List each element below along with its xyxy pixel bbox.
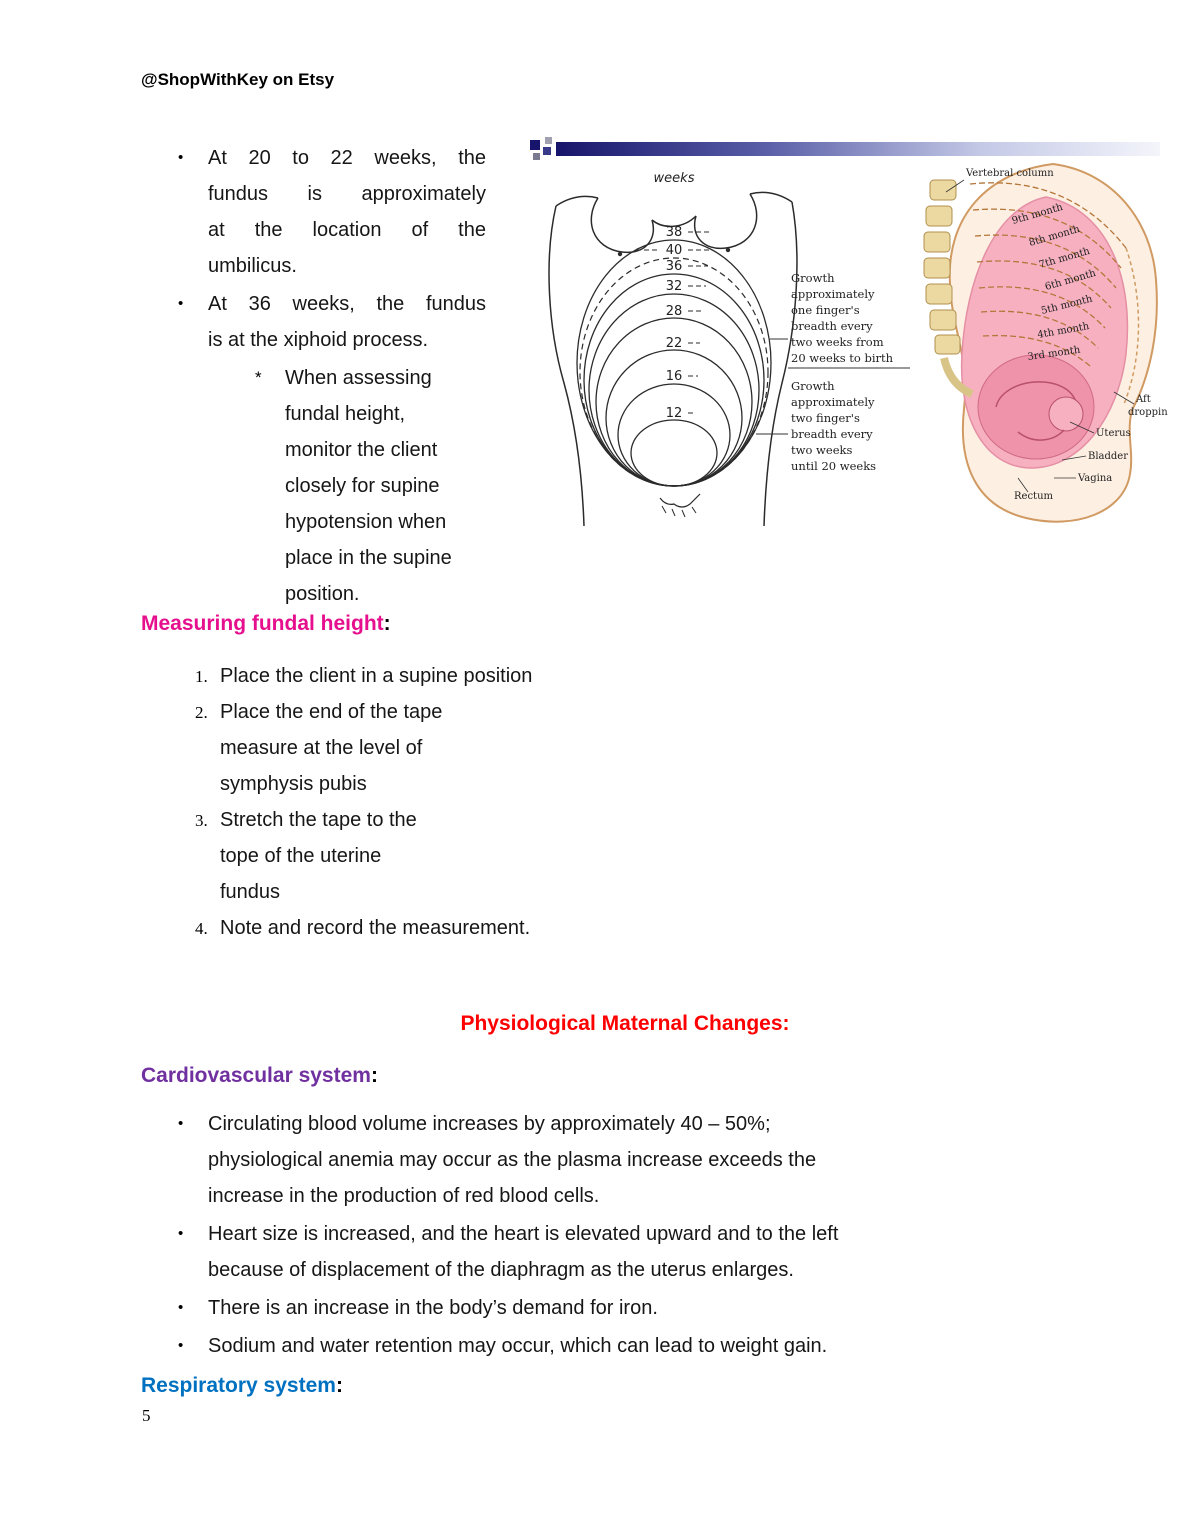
- bullet-marker: •: [178, 295, 184, 312]
- heading-colon: :: [370, 1064, 378, 1087]
- note2-line: two weeks: [791, 443, 853, 457]
- label-3rd-month: 3rd month: [1026, 344, 1082, 363]
- logo-pixels: [530, 137, 552, 160]
- note1-line: Growth: [791, 271, 835, 285]
- anatomy-diagram: [924, 164, 1168, 522]
- bullet-text-heart-size: Heart size is increased, and the heart is elevated upward and to the left because of displacement of the diaphragm as the uterus enlarges.: [208, 1223, 839, 1281]
- label-5th-month: 5th month: [1040, 293, 1094, 317]
- sub-bullet-item: [140, 360, 500, 612]
- bullet-marker: •: [178, 1115, 184, 1132]
- bullet-marker: •: [178, 1225, 184, 1242]
- label-7th-month: 7th month: [1037, 245, 1092, 271]
- fundal-bullets: [140, 134, 500, 614]
- sub-bullet-text: When assessing fundal height, monitor the client closely for supine hypotension when place in the supine position.: [285, 367, 452, 605]
- heading-colon: :: [335, 1374, 343, 1397]
- heading-text: Measuring fundal height: [141, 612, 384, 635]
- bullet-text-20-22-weeks: At 20 to 22 weeks, the fundus is approximately at the location of the umbilicus.: [208, 147, 486, 277]
- growth-note-2: [756, 379, 876, 473]
- note2-line: approximately: [791, 395, 875, 409]
- measuring-fundal-height-heading: [141, 612, 391, 636]
- step-item: 4. Note and record the measurement.: [212, 910, 532, 946]
- bullet-item: [140, 1328, 1088, 1364]
- bullet-text-36-weeks: At 36 weeks, the fundus is at the xiphoid process.: [208, 293, 486, 351]
- week-tick-36: 36: [665, 259, 683, 274]
- bullet-item: [140, 1216, 1088, 1288]
- week-tick-12: 12: [665, 406, 683, 421]
- note1-line: two weeks from: [791, 335, 884, 349]
- week-tick-40: 40: [665, 243, 683, 258]
- heading-colon: :: [383, 612, 391, 635]
- week-tick-28: 28: [665, 304, 683, 319]
- step-item: 1. Place the client in a supine position: [212, 658, 532, 694]
- fundal-height-figure: [526, 134, 1176, 539]
- bullet-marker: •: [178, 149, 184, 166]
- fundal-steps-list: [140, 658, 532, 946]
- bullet-item: [140, 1106, 1088, 1214]
- gradient-bar: [556, 142, 1160, 156]
- weeks-axis-label: weeks: [653, 171, 695, 186]
- heading-text: Respiratory system: [141, 1374, 336, 1397]
- note1-line: 20 weeks to birth: [791, 351, 894, 365]
- growth-note-1: [770, 271, 910, 368]
- week-tick-22: 22: [665, 336, 683, 351]
- label-rectum: Rectum: [1014, 491, 1053, 502]
- abdomen-diagram: [549, 171, 797, 526]
- bullet-marker: •: [178, 1337, 184, 1354]
- cardiovascular-system-heading: [141, 1064, 378, 1088]
- note1-line: approximately: [791, 287, 875, 301]
- label-6th-month: 6th month: [1043, 267, 1098, 293]
- note2-line: Growth: [791, 379, 835, 393]
- step-item: 3. Stretch the tape to the tope of the uterine fundus: [212, 802, 532, 910]
- page-number: 5: [142, 1406, 151, 1425]
- label-vertebral-column: Vertebral column: [966, 168, 1054, 179]
- label-uterus: Uterus: [1096, 428, 1131, 439]
- asterisk-marker: *: [255, 368, 262, 387]
- shop-credit: @ShopWithKey on Etsy: [141, 70, 335, 89]
- note1-line: one finger's: [791, 303, 860, 317]
- respiratory-system-heading: [141, 1374, 343, 1398]
- bullet-item: [140, 140, 500, 284]
- note2-line: two finger's: [791, 411, 860, 425]
- bullet-item: [140, 1290, 1088, 1326]
- figure-svg: [526, 134, 1176, 534]
- week-tick-16: 16: [665, 369, 683, 384]
- week-tick-38: 38: [665, 225, 683, 240]
- step-item: 2. Place the end of the tape measure at the level of symphysis pubis: [212, 694, 532, 802]
- week-tick-32: 32: [665, 279, 683, 294]
- label-9th-month: 9th month: [1010, 201, 1065, 227]
- bullet-text-sodium-retention: Sodium and water retention may occur, which can lead to weight gain.: [208, 1335, 828, 1357]
- heading-text: Cardiovascular system: [141, 1064, 371, 1087]
- label-4th-month: 4th month: [1036, 321, 1091, 341]
- bullet-text-iron-demand: There is an increase in the body’s demand for iron.: [208, 1297, 658, 1319]
- label-vagina: Vagina: [1078, 473, 1113, 484]
- bullet-item: [140, 286, 500, 358]
- label-8th-month: 8th month: [1027, 223, 1082, 249]
- fundal-section: [140, 134, 1176, 614]
- cardio-bullets: [140, 1106, 1088, 1366]
- bullet-text-blood-volume: Circulating blood volume increases by approximately 40 – 50%; physiological anemia may occur as the plasma increase exceeds the increase in the production of red blood cells.: [208, 1113, 817, 1207]
- note2-line: until 20 weeks: [791, 459, 877, 473]
- note2-line: breadth every: [791, 427, 873, 441]
- label-aft: Aft: [1136, 394, 1151, 405]
- label-bladder: Bladder: [1088, 451, 1129, 462]
- physiological-maternal-changes-title: Physiological Maternal Changes:: [460, 1012, 790, 1035]
- bullet-marker: •: [178, 1299, 184, 1316]
- label-droppin: droppin: [1128, 407, 1168, 418]
- note1-line: breadth every: [791, 319, 873, 333]
